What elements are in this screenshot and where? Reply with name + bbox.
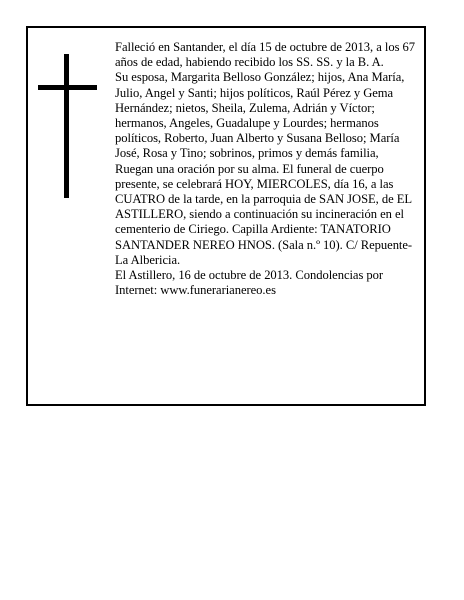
cross-icon-bar	[38, 85, 97, 90]
cross-icon	[64, 54, 69, 198]
place-date-condolences: El Astillero, 16 de octubre de 2013. Condolencias por Internet: www.funerarianereo.es	[115, 268, 384, 298]
funeral-details: Ruegan una oración por su alma. El funeral de cuerpo presente, se celebrará HOY, MIERCOLES, día 16, a las CUATRO de la tarde, en la parroquia de SAN JOSE, de EL ASTILLERO, siendo a continuación su incineración en el cementerio de Ciriego. Capilla Ardiente: TANATORIO SANTANDER NEREO HNOS. (Sala n.º 10). C/ Repuente-La Albericia.	[115, 161, 413, 267]
family-list: Su esposa, Margarita Belloso González; hijos, Ana María, Julio, Angel y Santi; hijos políticos, Raúl Pérez y Gema Hernández; nietos, Sheila, Zulema, Adrián y Víctor; hermanos, Angeles, Guadalupe y Lourdes; hermanos políticos, Roberto, Juan Alberto y Susana Belloso; María José, Rosa y Tino; sobrinos, primos y demás familia,	[115, 70, 405, 161]
obituary-text	[115, 40, 418, 298]
death-announcement: Falleció en Santander, el día 15 de octubre de 2013, a los 67 años de edad, habiendo recibido los SS. SS. y la B. A.	[115, 40, 416, 70]
